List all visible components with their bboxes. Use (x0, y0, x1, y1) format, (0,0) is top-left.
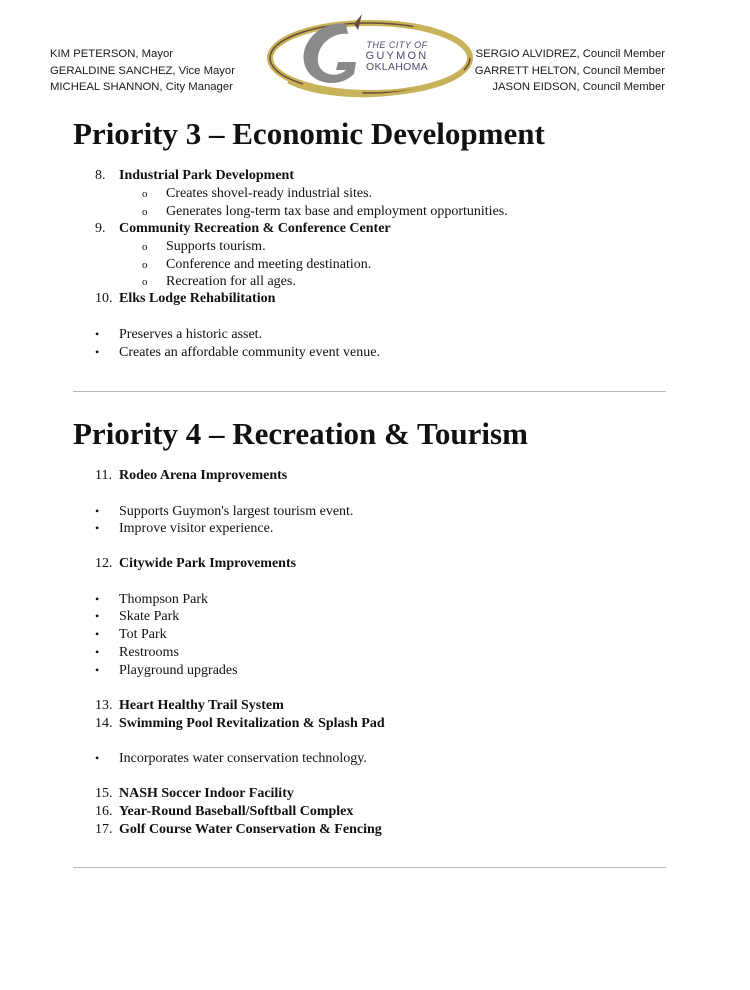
council-member-1: SERGIO ALVIDREZ, Council Member (475, 48, 665, 60)
council-member-2: GARRETT HELTON, Council Member (474, 64, 665, 77)
bullet-item: • Tot Park (95, 627, 167, 642)
list-item: 12. Citywide Park Improvements (95, 556, 297, 571)
sub-item: o Conference and meeting destination. (142, 257, 372, 272)
bullet-item: • Improve visitor experience. (95, 521, 274, 536)
list-item: 13. Heart Healthy Trail System (95, 698, 284, 713)
logo-wordmark (357, 40, 437, 73)
sub-item: o Creates shovel-ready industrial sites. (142, 186, 373, 201)
officials-left (50, 46, 235, 96)
list-item: 9. Community Recreation & Conference Center (95, 221, 391, 236)
list-item: 11. Rodeo Arena Improvements (95, 468, 288, 483)
bullet-item: • Restrooms (95, 645, 179, 660)
list-item: 8. Industrial Park Development (95, 168, 294, 183)
officials-right (475, 46, 665, 96)
council-member-3: JASON EIDSON, Council Member (492, 81, 665, 94)
sub-item: o Generates long-term tax base and employment opportunities. (142, 204, 508, 219)
list-item: 15. NASH Soccer Indoor Facility (95, 786, 294, 801)
logo-line2: GUYMON (365, 50, 429, 62)
list-item: 14. Swimming Pool Revitalization & Splash Pad (95, 716, 385, 731)
sub-item: o Recreation for all ages. (142, 274, 296, 289)
section-divider (73, 391, 666, 392)
bullet-item: • Supports Guymon's largest tourism event. (95, 504, 354, 519)
logo-line1: THE CITY OF (366, 40, 428, 50)
bullet-item: • Skate Park (95, 609, 180, 624)
city-manager-name: MICHEAL SHANNON, City Manager (50, 81, 233, 94)
section-divider (73, 867, 666, 868)
priority-3-title: Priority 3 – Economic Development (73, 116, 545, 151)
mayor-name: KIM PETERSON, Mayor (50, 48, 174, 60)
bullet-item: • Thompson Park (95, 592, 209, 607)
list-item: 16. Year-Round Baseball/Softball Complex (95, 804, 354, 819)
vice-mayor-name: GERALDINE SANCHEZ, Vice Mayor (50, 64, 235, 77)
bullet-item: • Creates an affordable community event venue. (95, 345, 380, 360)
list-item: 10. Elks Lodge Rehabilitation (95, 291, 276, 306)
bullet-item: • Preserves a historic asset. (95, 327, 263, 342)
priority-4-title: Priority 4 – Recreation & Tourism (73, 416, 528, 451)
sub-item: o Supports tourism. (142, 239, 266, 254)
bullet-item: • Playground upgrades (95, 663, 238, 678)
logo-line3: OKLAHOMA (366, 61, 428, 73)
list-item: 17. Golf Course Water Conservation & Fencing (95, 822, 382, 837)
bullet-item: • Incorporates water conservation technology. (95, 751, 367, 766)
